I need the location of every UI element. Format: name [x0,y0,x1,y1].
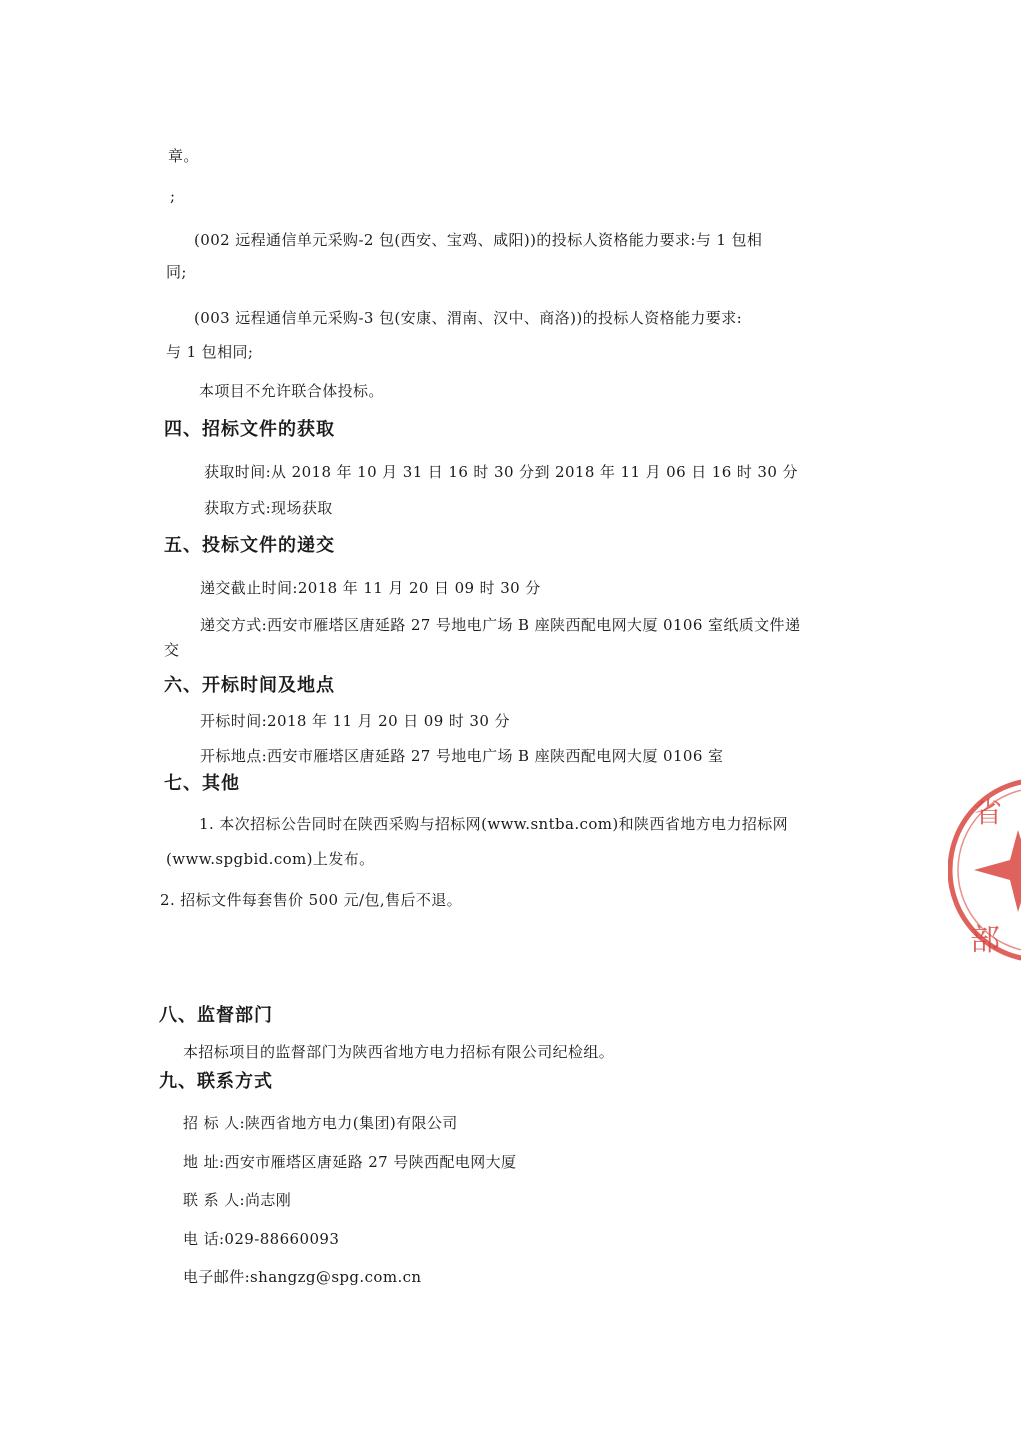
contact-address: 地 址:西安市雁塔区唐延路 27 号陕西配电网大厦 [183,1153,517,1171]
text-line: 本招标项目的监督部门为陕西省地方电力招标有限公司纪检组。 [183,1043,615,1061]
text-line: 递交方式:西安市雁塔区唐延路 27 号地电广场 B 座陕西配电网大厦 0106 室纸质文件递 [200,616,801,634]
section-heading-9: 九、联系方式 [159,1071,273,1092]
contact-email: 电子邮件:shangzg@spg.com.cn [183,1268,422,1286]
text-line: 开标时间:2018 年 11 月 20 日 09 时 30 分 [200,712,510,730]
text-line: 与 1 包相同; [166,343,254,361]
section-heading-8: 八、监督部门 [159,1005,273,1026]
contact-phone: 电 话:029-88660093 [183,1230,340,1248]
contact-tenderer: 招 标 人:陕西省地方电力(集团)有限公司 [183,1114,458,1132]
text-line: 2. 招标文件每套售价 500 元/包,售后不退。 [160,891,463,909]
text-line: 1. 本次招标公告同时在陕西采购与招标网(www.sntba.com)和陕西省地方电力招标网 [199,815,789,833]
text-line: (www.spgbid.com)上发布。 [166,850,375,868]
text-line: 章。 [168,147,199,165]
text-line: 交 [164,641,180,659]
seal-text-top: 省 [974,796,1003,829]
section-heading-7: 七、其他 [164,773,240,794]
section-heading-6: 六、开标时间及地点 [164,675,335,696]
text-line: 本项目不允许联合体投标。 [199,382,384,400]
text-line: ; [170,187,176,205]
section-heading-5: 五、投标文件的递交 [164,535,335,556]
text-line: 同; [166,263,187,281]
text-line: (003 远程通信单元采购-3 包(安康、渭南、汉中、商洛))的投标人资格能力要求: [194,309,743,327]
text-line: 开标地点:西安市雁塔区唐延路 27 号地电广场 B 座陕西配电网大厦 0106 室 [200,747,724,765]
contact-person: 联 系 人:尚志刚 [183,1191,292,1209]
text-line: 获取时间:从 2018 年 10 月 31 日 16 时 30 分到 2018 年 11 月 06 日 16 时 30 分 [204,463,798,481]
text-line: 获取方式:现场获取 [204,499,333,517]
seal-text-bottom: 部 [970,923,1000,958]
text-line: (002 远程通信单元采购-2 包(西安、宝鸡、咸阳))的投标人资格能力要求:与 1 包相 [194,231,763,249]
seal-star-icon [974,830,1021,912]
company-seal [948,768,1021,973]
text-line: 递交截止时间:2018 年 11 月 20 日 09 时 30 分 [200,579,541,597]
section-heading-4: 四、招标文件的获取 [164,419,335,440]
seal-graphic [948,768,1021,973]
